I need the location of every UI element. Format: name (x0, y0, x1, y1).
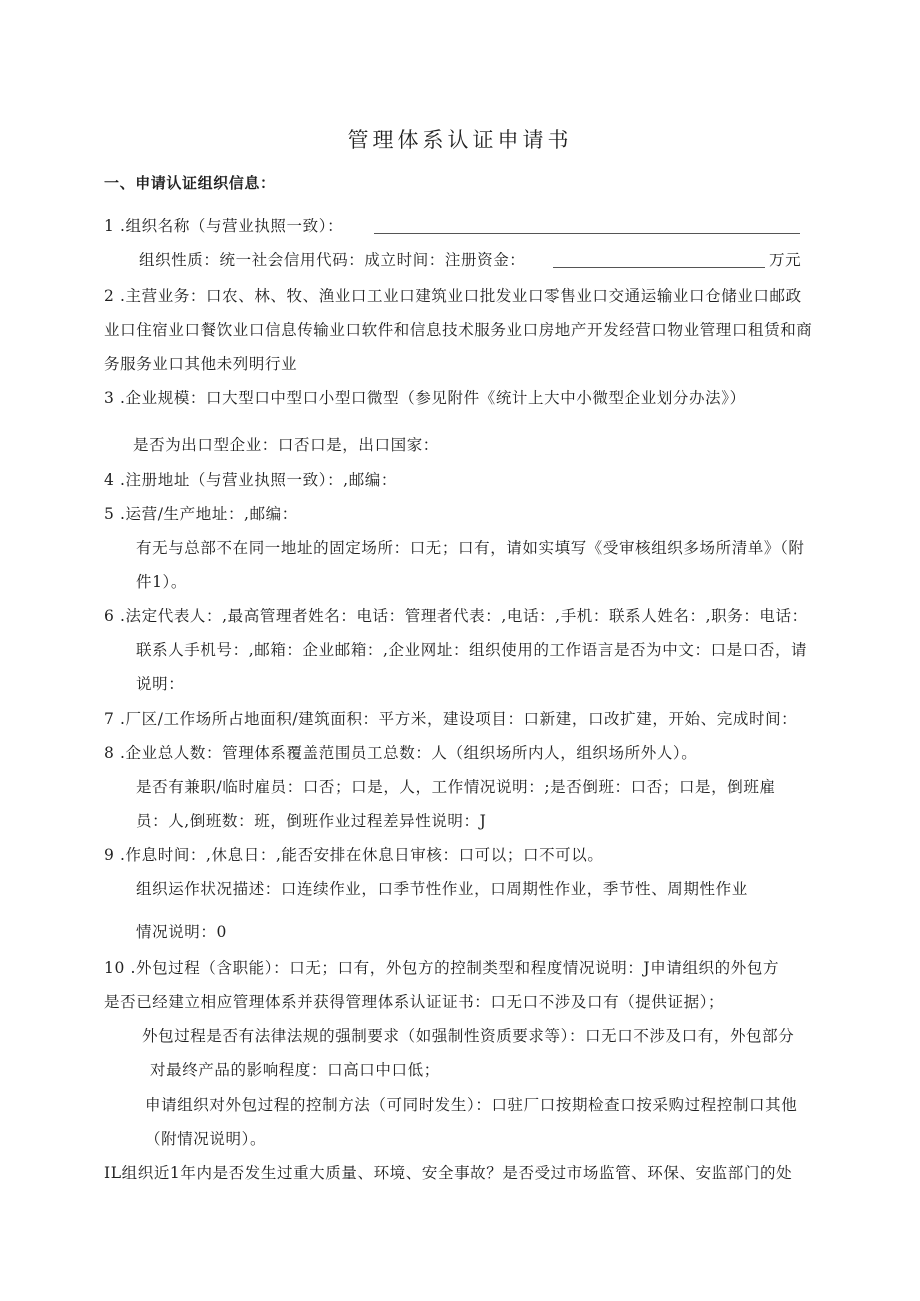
item-4-registered-address: 4 .注册地址（与营业执照一致）：,邮编： (104, 471, 397, 489)
registered-capital-blank[interactable] (553, 267, 765, 268)
item-10-note: （附情况说明）。 (145, 1130, 267, 1148)
item-11-incidents: IL组织近1年内是否发生过重大质量、环境、安全事故？是否受过市场监管、环保、安监部门的处 (104, 1164, 793, 1182)
item-1-org-name: 1 .组织名称（与营业执照一致）： (104, 217, 344, 235)
item-3-company-scale: 3 .企业规模：口大型口中型口小型口微型（参见附件《统计上大中小微型企业划分办法》） (104, 389, 746, 407)
document-title: 管理体系认证申请书 (347, 128, 573, 152)
item-8-part-time: 是否有兼职/临时雇员：口否；口是，人，工作情况说明：;是否倒班：口否；口是，倒班雇 (136, 778, 776, 796)
item-10-legal: 外包过程是否有法律法规的强制要求（如强制性资质要求等）：口无口不涉及口有，外包部分 (142, 1027, 795, 1045)
item-5-sites: 有无与总部不在同一地址的固定场所：口无；口有，请如实填写《受审核组织多场所清单》（附 (136, 539, 805, 557)
capital-unit: 万元 (769, 251, 802, 269)
org-name-blank[interactable] (374, 233, 800, 234)
item-9-note: 情况说明：0 (136, 923, 227, 941)
item-6-line-3: 说明： (136, 675, 185, 693)
item-6-contacts: 6 .法定代表人：,最高管理者姓名：电话：管理者代表：,电话：,手机：联系人姓名：,职务：电话： (104, 607, 808, 625)
item-10-control-method: 申请组织对外包过程的控制方法（可同时发生）：口驻厂口按期检查口按采购过程控制口其他 (145, 1096, 798, 1114)
item-2-main-business: 2 .主营业务：口农、林、牧、渔业口工业口建筑业口批发业口零售业口交通运输业口仓储业口邮政 (104, 287, 802, 305)
item-10-line-2: 是否已经建立相应管理体系并获得管理体系认证证书：口无口不涉及口有（提供证据）； (104, 993, 725, 1011)
item-1-org-nature: 组织性质：统一社会信用代码：成立时间：注册资金： (139, 251, 526, 269)
item-2-line-2: 业口住宿业口餐饮业口信息传输业口软件和信息技术服务业口房地产开发经营口物业管理口租赁和商 (104, 321, 813, 339)
item-5-operating-address: 5 .运营/生产地址：,邮编： (104, 505, 298, 523)
item-10-outsourcing: 10 .外包过程（含职能）：口无；口有，外包方的控制类型和程度情况说明：J申请组织的外包方 (104, 959, 780, 977)
item-8-shifts: 员：人,倒班数：班，倒班作业过程差异性说明：J (136, 812, 487, 830)
item-7-area: 7 .厂区/工作场所占地面积/建筑面积：平方米，建设项目：口新建，口改扩建，开始、完成时间： (104, 710, 798, 728)
section-heading: 一、申请认证组织信息： (104, 174, 276, 192)
item-8-employees: 8 .企业总人数：管理体系覆盖范围员工总数：人（组织场所内人，组织场所外人）。 (104, 744, 698, 762)
item-3-export: 是否为出口型企业：口否口是，出口国家： (133, 436, 439, 454)
item-9-working-hours: 9 .作息时间：,休息日：,能否安排在休息日审核：口可以；口不可以。 (104, 846, 604, 864)
item-6-line-2: 联系人手机号：,邮箱：企业邮箱：,企业网址：组织使用的工作语言是否为中文：口是口否，请 (136, 641, 808, 659)
item-10-impact: 对最终产品的影响程度：口高口中口低； (150, 1061, 440, 1079)
item-2-line-3: 务服务业口其他未列明行业 (104, 355, 298, 373)
item-9-operation-status: 组织运作状况描述：口连续作业，口季节性作业，口周期性作业，季节性、周期性作业 (136, 880, 748, 898)
item-5-sites-cont: 件1）。 (136, 573, 188, 591)
